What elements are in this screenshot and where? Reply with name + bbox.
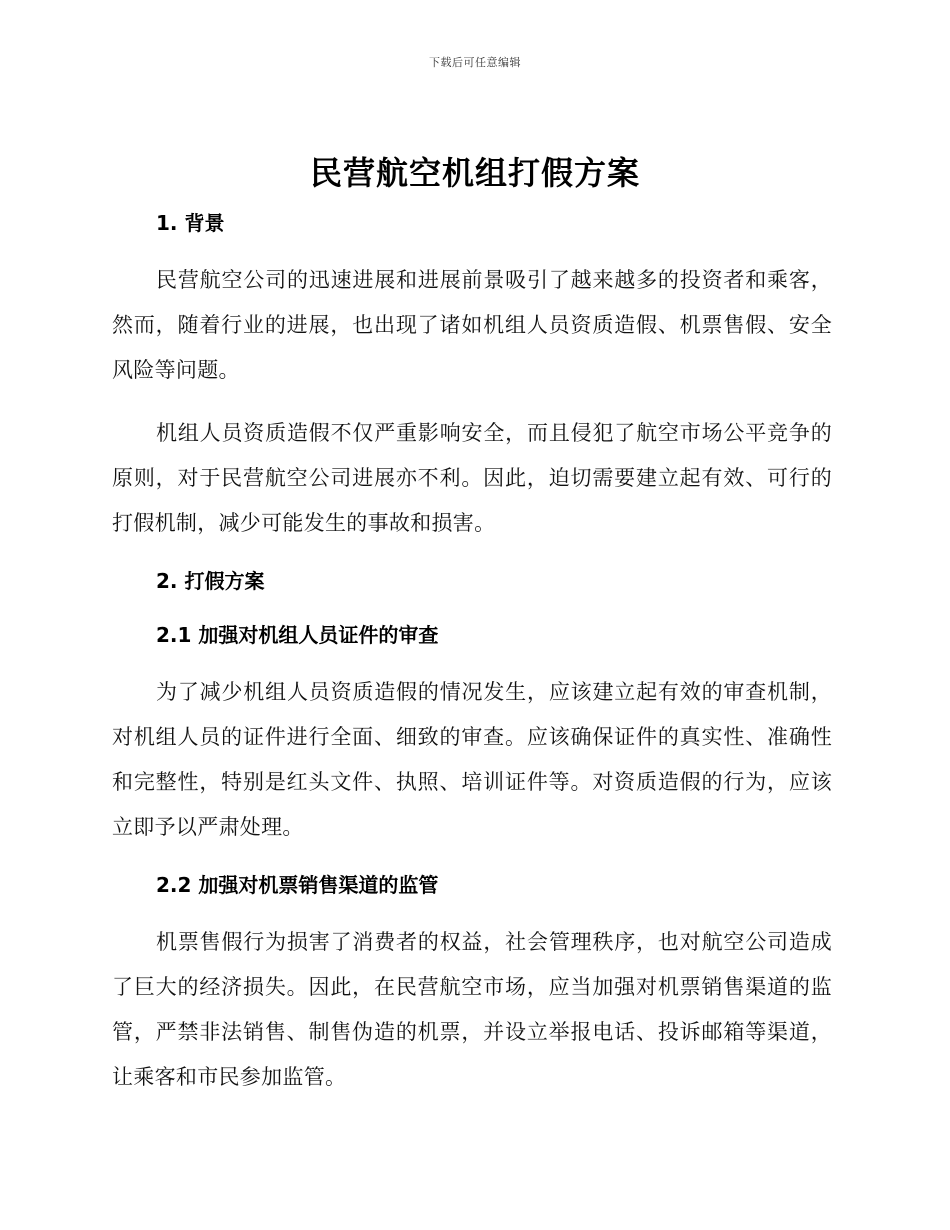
paragraph: 机组人员资质造假不仅严重影响安全，而且侵犯了航空市场公平竞争的原则，对于民营航空公司进展亦不利。因此，迫切需要建立起有效、可行的打假机制，减少可能发生的事故和损害。 — [112, 421, 832, 535]
subsection-heading-ticket-sales: 2.2 加强对机票销售渠道的监管 — [156, 873, 439, 897]
document-title: 民营航空机组打假方案 — [309, 154, 640, 192]
section-heading-background: 1. 背景 — [156, 211, 225, 235]
paragraph: 民营航空公司的迅速进展和进展前景吸引了越来越多的投资者和乘客，然而，随着行业的进展，也出现了诸如机组人员资质造假、机票售假、安全风险等问题。 — [112, 268, 832, 382]
header-note: 下载后可任意编辑 — [429, 56, 521, 69]
section-heading-plan: 2. 打假方案 — [156, 569, 265, 593]
paragraph: 为了减少机组人员资质造假的情况发生，应该建立起有效的审查机制，对机组人员的证件进行全面、细致的审查。应该确保证件的真实性、准确性和完整性，特别是红头文件、执照、培训证件等。对资质造假的行为，应该立即予以严肃处理。 — [112, 680, 832, 839]
document-body — [112, 204, 832, 1100]
paragraph: 机票售假行为损害了消费者的权益，社会管理秩序，也对航空公司造成了巨大的经济损失。因此，在民营航空市场，应当加强对机票销售渠道的监管，严禁非法销售、制售伪造的机票，并设立举报电话、投诉邮箱等渠道，让乘客和市民参加监管。 — [112, 930, 832, 1089]
subsection-heading-credentials: 2.1 加强对机组人员证件的审查 — [156, 623, 439, 647]
